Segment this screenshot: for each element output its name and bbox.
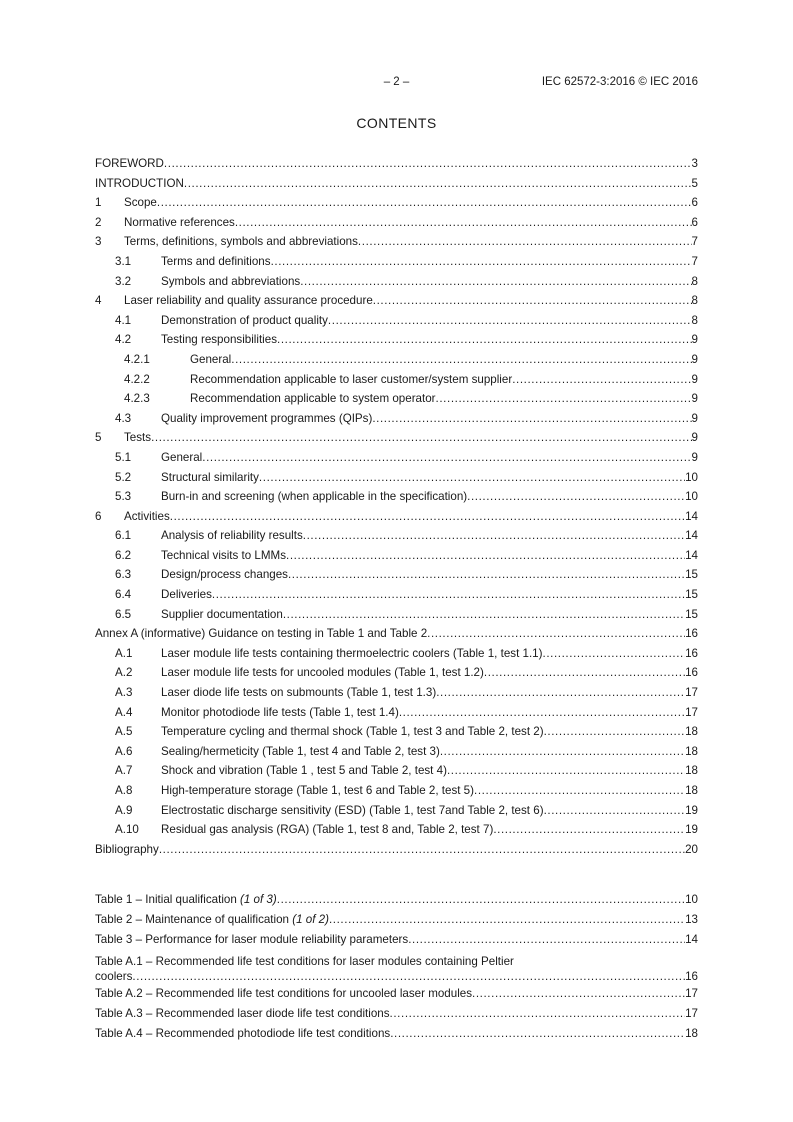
toc-entry[interactable] xyxy=(95,373,698,393)
toc-entry-title: Laser module life tests containing thermoelectric coolers (Table 1, test 1.1) xyxy=(161,646,543,660)
toc-entry-page: 9 xyxy=(691,392,698,406)
toc-entry-page: 18 xyxy=(685,725,698,739)
toc-entry[interactable] xyxy=(95,568,698,588)
table-entry-page: 17 xyxy=(685,987,698,1000)
table-entry-title-text: Table A.2 – Recommended life test conditions for uncooled laser modules xyxy=(95,987,473,1000)
toc-entry-title: Structural similarity xyxy=(161,470,259,484)
toc-entry-page: 17 xyxy=(685,686,698,700)
toc-entry[interactable] xyxy=(95,314,698,334)
dot-leader xyxy=(440,745,685,758)
table-entry-title-text: Table 2 – Maintenance of qualification xyxy=(95,913,293,926)
toc-entry-title: General xyxy=(190,352,232,366)
table-entry-title xyxy=(95,913,329,926)
toc-entry-number: 5.2 xyxy=(115,470,132,484)
toc-entry[interactable] xyxy=(95,216,698,236)
table-entry-title-text: coolers xyxy=(95,970,133,983)
toc-entry[interactable] xyxy=(95,843,698,863)
dot-leader xyxy=(474,784,685,797)
toc-entry[interactable] xyxy=(95,177,698,197)
toc-entry[interactable] xyxy=(95,529,698,549)
dot-leader xyxy=(259,471,685,484)
toc-entry-title: Analysis of reliability results xyxy=(161,529,303,543)
toc-entry-title: Bibliography xyxy=(95,842,159,856)
toc-entry-page: 10 xyxy=(685,470,698,484)
toc-entry-title: FOREWORD xyxy=(95,157,164,170)
dot-leader xyxy=(132,970,685,983)
dot-leader xyxy=(212,588,685,601)
toc-entry[interactable] xyxy=(95,725,698,745)
toc-entry-page: 5 xyxy=(691,176,698,190)
dot-leader xyxy=(372,412,691,425)
table-entry-title xyxy=(95,1007,390,1020)
dot-leader xyxy=(472,987,685,1000)
toc-entry-title: Scope xyxy=(124,196,157,210)
toc-entry-number: A.6 xyxy=(115,744,133,758)
dot-leader xyxy=(390,1027,685,1040)
toc-entry-page: 8 xyxy=(691,274,698,288)
toc-entry-number: 5.1 xyxy=(115,450,132,464)
toc-entry-number: 6.2 xyxy=(115,548,132,562)
table-entry-page: 10 xyxy=(685,893,698,906)
toc-entry-number: A.5 xyxy=(115,725,133,739)
dot-leader xyxy=(427,627,685,640)
dot-leader xyxy=(390,1007,686,1020)
dot-leader xyxy=(235,216,692,229)
toc-entry[interactable] xyxy=(95,255,698,275)
toc-entry-page: 6 xyxy=(691,196,698,210)
toc-entry[interactable] xyxy=(95,666,698,686)
toc-entry-page: 9 xyxy=(691,450,698,464)
toc-entry-page: 14 xyxy=(685,509,698,523)
dot-leader xyxy=(231,353,691,366)
toc-entry-title: Quality improvement programmes (QIPs) xyxy=(161,411,373,425)
toc-entry-number: 4.1 xyxy=(115,313,132,327)
toc-entry-page: 18 xyxy=(685,744,698,758)
dot-leader xyxy=(277,333,692,346)
toc-entry-number: 3 xyxy=(95,235,102,249)
toc-entry-number: 6.4 xyxy=(115,588,132,602)
toc-entry-title: Design/process changes xyxy=(161,568,288,582)
table-entry-title-text: Table 1 – Initial qualification xyxy=(95,893,241,906)
toc-entry[interactable] xyxy=(95,196,698,216)
dot-leader xyxy=(373,294,692,307)
toc-entry-title: Shock and vibration (Table 1 , test 5 and Table 2, test 4) xyxy=(161,764,447,778)
toc-entry-title: General xyxy=(161,450,203,464)
dot-leader xyxy=(288,568,685,581)
toc-entry[interactable] xyxy=(95,353,698,373)
toc-entry-number: A.2 xyxy=(115,666,133,680)
toc-entry-page: 18 xyxy=(685,784,698,797)
toc-entry-title: Technical visits to LMMs xyxy=(161,548,286,562)
page-number: – 2 – xyxy=(383,76,410,88)
dot-leader xyxy=(151,431,691,444)
table-entry-title-line: Table A.1 – Recommended life test conditions for laser modules containing Peltier xyxy=(95,955,514,968)
toc-entry-number: A.9 xyxy=(115,803,133,817)
toc-entry[interactable] xyxy=(95,275,698,295)
toc-entry-number: A.8 xyxy=(115,784,133,797)
toc-entry-number: A.7 xyxy=(115,764,133,778)
document-id: IEC 62572-3:2016 © IEC 2016 xyxy=(541,76,698,88)
dot-leader xyxy=(277,893,685,906)
table-entry-title xyxy=(95,933,408,946)
toc-entry[interactable] xyxy=(95,647,698,667)
toc-entry-number: 6 xyxy=(95,509,102,523)
toc-entry-title: Tests xyxy=(124,431,152,445)
table-entry-page: 13 xyxy=(685,913,698,926)
toc-entry-page: 20 xyxy=(685,842,698,856)
table-entry[interactable] xyxy=(95,1027,698,1047)
toc-entry[interactable] xyxy=(95,608,698,628)
toc-entry-page: 7 xyxy=(691,235,698,249)
table-entry-page: 18 xyxy=(685,1027,698,1040)
toc-entry[interactable] xyxy=(95,490,698,510)
table-entry-page: 17 xyxy=(685,1007,698,1020)
toc-entry-number: 1 xyxy=(95,196,102,210)
toc-entry-page: 8 xyxy=(691,294,698,308)
toc-entry-title: Residual gas analysis (RGA) (Table 1, test 8 and, Table 2, test 7) xyxy=(161,823,494,837)
toc-entry[interactable] xyxy=(95,784,698,804)
toc-entry-page: 15 xyxy=(685,568,698,582)
toc-entry-number: 5.3 xyxy=(115,490,132,504)
toc-entry-title: Testing responsibilities xyxy=(161,333,277,347)
toc-entry-title: Terms, definitions, symbols and abbreviations xyxy=(124,235,358,249)
toc-entry-page: 14 xyxy=(685,529,698,543)
toc-entry-number: 6.3 xyxy=(115,568,132,582)
toc-entry[interactable] xyxy=(95,745,698,765)
dot-leader xyxy=(408,933,685,946)
toc-entry[interactable] xyxy=(95,333,698,353)
toc-entry-page: 9 xyxy=(691,352,698,366)
toc-entry-title: Temperature cycling and thermal shock (Table 1, test 3 and Table 2, test 2) xyxy=(161,725,544,739)
toc-entry-number: A.10 xyxy=(115,823,139,837)
toc-entry-page: 19 xyxy=(685,803,698,817)
toc-entry[interactable] xyxy=(95,451,698,471)
toc-entry-page: 10 xyxy=(685,490,698,504)
toc-entry-title: Annex A (informative) Guidance on testing in Table 1 and Table 2 xyxy=(95,627,428,641)
table-entry-title xyxy=(95,970,132,983)
toc-entry-number: 4.2.3 xyxy=(124,392,150,406)
toc-entry-title: INTRODUCTION xyxy=(95,176,184,190)
dot-leader xyxy=(283,608,685,621)
dot-leader xyxy=(544,725,686,738)
toc-entry-number: 4.2 xyxy=(115,333,132,347)
list-of-tables xyxy=(95,893,698,1047)
toc-entry[interactable] xyxy=(95,764,698,784)
dot-leader xyxy=(358,235,692,248)
table-entry[interactable] xyxy=(95,933,698,953)
toc-entry-page: 3 xyxy=(691,157,698,170)
table-entry-title-text: Table 3 – Performance for laser module reliability parameters xyxy=(95,933,409,946)
toc-entry[interactable] xyxy=(95,686,698,706)
dot-leader xyxy=(447,764,685,777)
toc-entry[interactable] xyxy=(95,471,698,491)
toc-entry-title: Deliveries xyxy=(161,588,212,602)
dot-leader xyxy=(184,177,692,190)
toc-entry-title: Sealing/hermeticity (Table 1, test 4 and Table 2, test 3) xyxy=(161,744,440,758)
dot-leader xyxy=(484,666,685,679)
table-entry-title xyxy=(95,987,472,1000)
toc-entry-title: Supplier documentation xyxy=(161,607,283,621)
table-entry[interactable] xyxy=(95,1007,698,1027)
toc-entry[interactable] xyxy=(95,294,698,314)
toc-entry-number: 4.2.1 xyxy=(124,352,150,366)
dot-leader xyxy=(436,392,692,405)
toc-entry-page: 6 xyxy=(691,215,698,229)
table-entry-title xyxy=(95,893,277,906)
toc-entry[interactable] xyxy=(95,431,698,451)
toc-entry-number: 3.1 xyxy=(115,254,132,268)
toc-entry-number: 6.1 xyxy=(115,529,132,543)
toc-entry[interactable] xyxy=(95,510,698,530)
toc-entry-number: A.1 xyxy=(115,646,133,660)
dot-leader xyxy=(543,647,686,660)
dot-leader xyxy=(303,529,685,542)
table-entry-title xyxy=(95,1027,390,1040)
dot-leader xyxy=(164,157,692,170)
toc-entry-page: 9 xyxy=(691,431,698,445)
toc-entry-page: 15 xyxy=(685,607,698,621)
toc-entry-title: Laser diode life tests on submounts (Table 1, test 1.3) xyxy=(161,686,437,700)
toc-entry-page: 15 xyxy=(685,588,698,602)
dot-leader xyxy=(493,823,685,836)
dot-leader xyxy=(300,275,691,288)
table-entry-part: (1 of 3) xyxy=(240,893,277,906)
toc-entry-number: 6.5 xyxy=(115,607,132,621)
toc-entry-page: 16 xyxy=(685,666,698,680)
toc-entry-page: 9 xyxy=(691,411,698,425)
toc-entry-page: 19 xyxy=(685,823,698,837)
toc-entry[interactable] xyxy=(95,412,698,432)
table-entry-title-text: Table A.3 – Recommended laser diode life test conditions xyxy=(95,1007,390,1020)
dot-leader xyxy=(436,686,685,699)
toc-entry-number: 3.2 xyxy=(115,274,132,288)
toc-entry-number: A.4 xyxy=(115,705,133,719)
dot-leader xyxy=(271,255,692,268)
toc-entry-title: Recommendation applicable to system operator xyxy=(190,392,436,406)
toc-entry-number: 2 xyxy=(95,215,102,229)
table-entry[interactable] xyxy=(95,970,698,987)
table-entry-page: 14 xyxy=(685,933,698,946)
dot-leader xyxy=(170,510,685,523)
toc-entry[interactable] xyxy=(95,823,698,843)
toc-entry-title: Recommendation applicable to laser customer/system supplier xyxy=(190,372,513,386)
toc-entry[interactable] xyxy=(95,235,698,255)
toc-entry-page: 7 xyxy=(691,254,698,268)
table-entry[interactable] xyxy=(95,987,698,1007)
table-entry[interactable] xyxy=(95,913,698,933)
toc-entry[interactable] xyxy=(95,627,698,647)
dot-leader xyxy=(399,706,685,719)
toc-entry-page: 16 xyxy=(685,627,698,641)
toc-entry-number: 5 xyxy=(95,431,102,445)
toc-entry-number: 4 xyxy=(95,294,102,308)
dot-leader xyxy=(467,490,685,503)
table-entry-title-text: Table A.4 – Recommended photodiode life test conditions xyxy=(95,1027,391,1040)
table-of-contents xyxy=(95,157,698,862)
table-entry[interactable] xyxy=(95,893,698,913)
toc-entry-title: Terms and definitions xyxy=(161,254,271,268)
page-header xyxy=(95,76,698,92)
toc-entry-title: Demonstration of product quality xyxy=(161,313,328,327)
toc-entry[interactable] xyxy=(95,706,698,726)
toc-entry[interactable] xyxy=(95,804,698,824)
toc-entry-number: 4.3 xyxy=(115,411,132,425)
toc-entry-title: Symbols and abbreviations xyxy=(161,274,301,288)
toc-entry-page: 16 xyxy=(685,646,698,660)
dot-leader xyxy=(157,196,692,209)
dot-leader xyxy=(512,373,691,386)
dot-leader xyxy=(544,804,686,817)
toc-entry-title: Electrostatic discharge sensitivity (ESD) (Table 1, test 7and Table 2, test 6) xyxy=(161,803,544,817)
table-entry-page: 16 xyxy=(685,970,698,983)
toc-entry-title: Monitor photodiode life tests (Table 1, test 1.4) xyxy=(161,705,399,719)
table-entry-part: (1 of 2) xyxy=(292,913,329,926)
toc-entry-page: 9 xyxy=(691,333,698,347)
dot-leader xyxy=(329,913,685,926)
toc-entry-page: 8 xyxy=(691,313,698,327)
toc-entry-page: 18 xyxy=(685,764,698,778)
contents-heading: CONTENTS xyxy=(356,115,437,131)
toc-entry-page: 14 xyxy=(685,548,698,562)
toc-entry-number: 4.2.2 xyxy=(124,372,150,386)
dot-leader xyxy=(286,549,685,562)
toc-entry-page: 9 xyxy=(691,372,698,386)
toc-entry-page: 17 xyxy=(685,705,698,719)
toc-entry-title: Laser module life tests for uncooled modules (Table 1, test 1.2) xyxy=(161,666,484,680)
toc-entry[interactable] xyxy=(95,549,698,569)
toc-entry[interactable] xyxy=(95,157,698,177)
dot-leader xyxy=(328,314,692,327)
toc-entry-title: Normative references xyxy=(124,215,235,229)
toc-entry-title: Activities xyxy=(124,509,170,523)
toc-entry[interactable] xyxy=(95,588,698,608)
toc-entry-title: High-temperature storage (Table 1, test 6 and Table 2, test 5) xyxy=(161,784,474,797)
toc-entry-number: A.3 xyxy=(115,686,133,700)
toc-entry-title: Burn-in and screening (when applicable in the specification) xyxy=(161,490,468,504)
dot-leader xyxy=(202,451,691,464)
dot-leader xyxy=(159,843,685,856)
toc-entry-title: Laser reliability and quality assurance procedure xyxy=(124,294,373,308)
toc-entry[interactable] xyxy=(95,392,698,412)
